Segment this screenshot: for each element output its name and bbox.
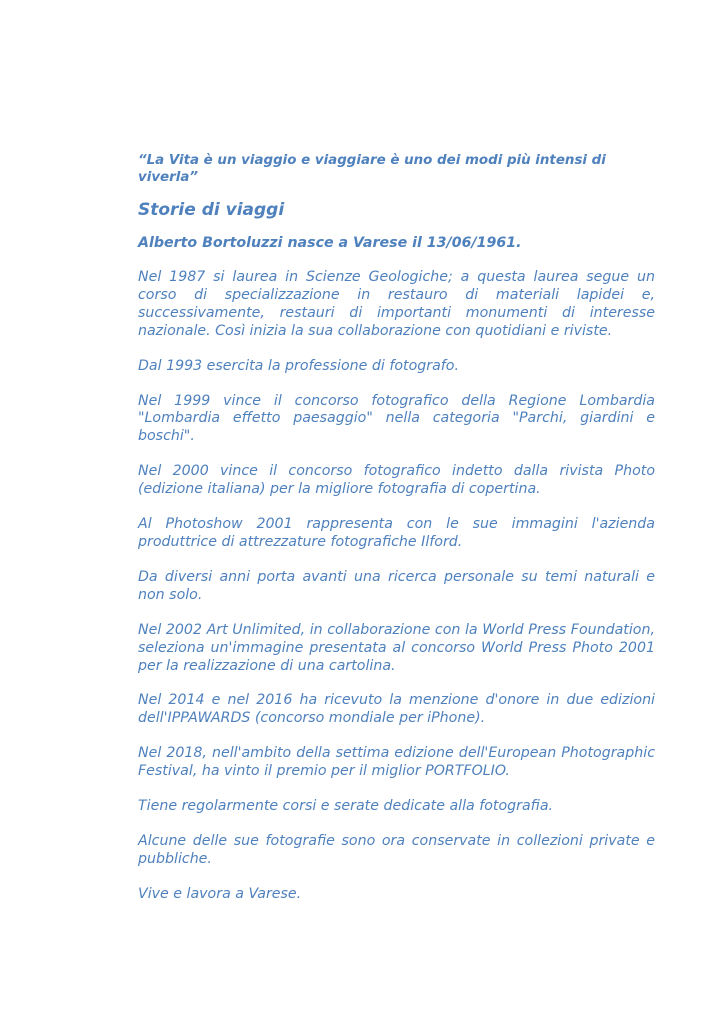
epigraph-quote: “La Vita è un viaggio e viaggiare è uno dei modi più intensi di viverla” (138, 153, 606, 185)
paragraph-concorso-1999: Nel 1999 vince il concorso fotografico della Regione Lombardia "Lombardia effetto paesaggio" nella categoria "Parchi, giardini e boschi". (138, 392, 655, 445)
page-title: Storie di viaggi (138, 200, 285, 220)
paragraph-laurea: Nel 1987 si laurea in Scienze Geologiche; a questa laurea segue un corso di specializzazione in restauro di materiali lapidei e, successivamente, restauri di importanti monumenti di interesse nazionale. Così inizia la sua collaborazione con quotidiani e riviste. (138, 269, 655, 339)
paragraph-art-unlimited: Nel 2002 Art Unlimited, in collaborazione con la World Press Foundation, seleziona un'immagine presentata al concorso World Press Photo 2001 per la realizzazione di una cartolina. (138, 621, 655, 674)
paragraph-ricerca: Da diversi anni porta avanti una ricerca personale su temi naturali e non solo. (138, 568, 655, 603)
intro-line: Alberto Bortoluzzi nasce a Varese il 13/06/1961. (138, 235, 522, 251)
paragraph-vive-lavora: Vive e lavora a Varese. (138, 885, 302, 902)
paragraph-photoshow-2001: Al Photoshow 2001 rappresenta con le sue immagini l'azienda produttrice di attrezzature fotografiche Ilford. (138, 516, 655, 550)
paragraph-european-festival: Nel 2018, nell'ambito della settima edizione dell'European Photographic Festival, ha vinto il premio per il miglior PORTFOLIO. (138, 745, 655, 780)
paragraph-ippawards: Nel 2014 e nel 2016 ha ricevuto la menzione d'onore in due edizioni dell'IPPAWARDS (concorso mondiale per iPhone). (138, 692, 655, 727)
document-page (138, 152, 655, 921)
paragraph-professione: Dal 1993 esercita la professione di fotografo. (138, 357, 459, 374)
paragraph-collezioni: Alcune delle sue fotografie sono ora conservate in collezioni private e pubbliche. (138, 832, 655, 867)
paragraph-corsi: Tiene regolarmente corsi e serate dedicate alla fotografia. (138, 798, 554, 815)
paragraph-concorso-2000: Nel 2000 vince il concorso fotografico indetto dalla rivista Photo (edizione italiana) per la migliore fotografia di copertina. (138, 463, 655, 498)
